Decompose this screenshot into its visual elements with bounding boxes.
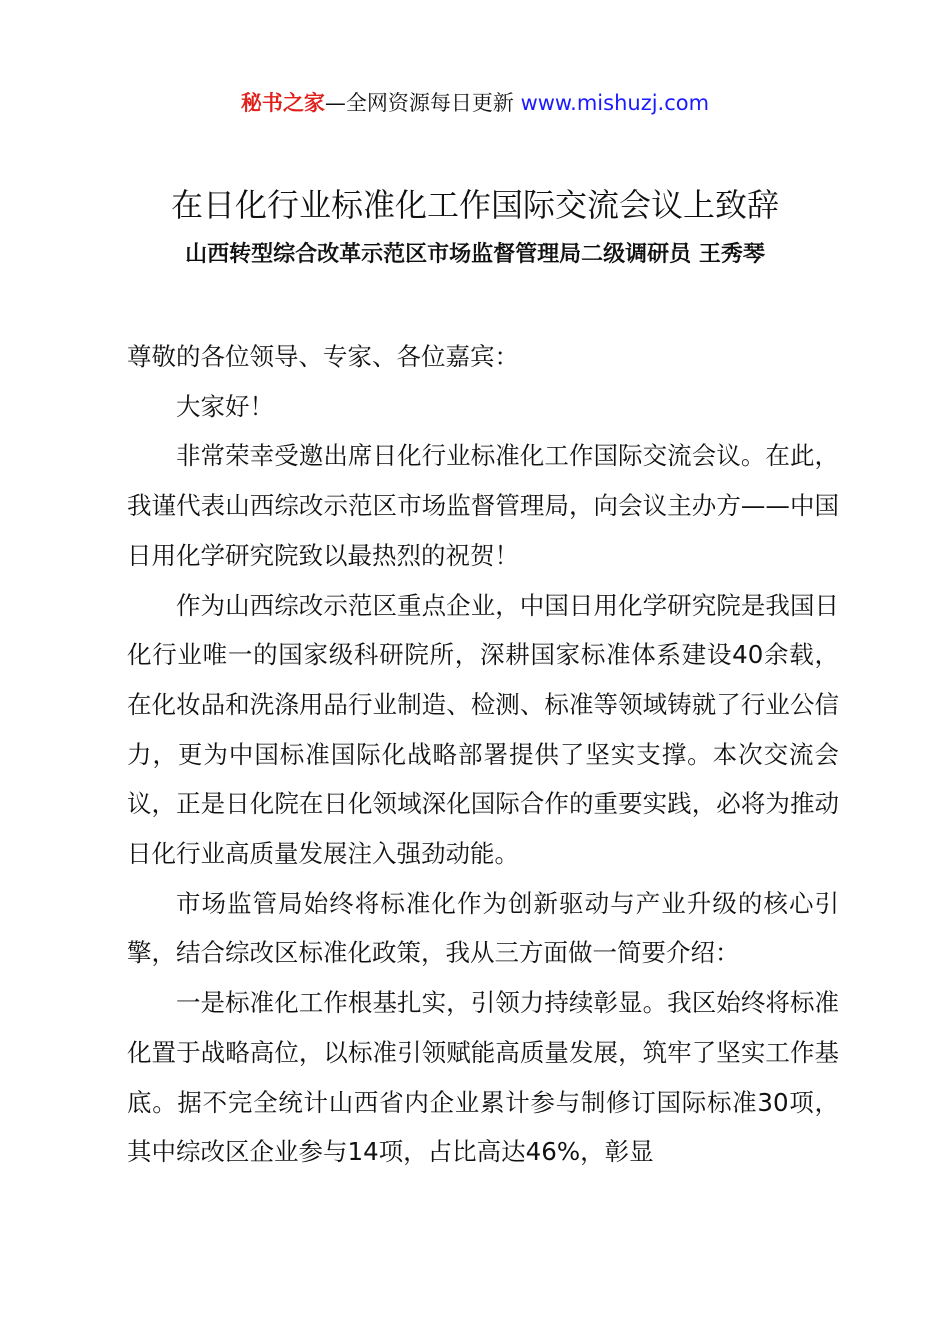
salutation: 尊敬的各位领导、专家、各位嘉宾： [127,342,519,371]
brand-name: 秘书之家 [240,91,325,115]
site-url-link[interactable]: www.mishuzj.com [520,91,710,115]
paragraph-2: 作为山西综改示范区重点企业，中国日用化学研究院是我国日化行业唯一的国家级科研院所，深耕国家标准体系建设40余载，在化妆品和洗涤用品行业制造、检测、标准等领域铸就了行业公信力，更为中国标准国际化战略部署提供了坚实支撑。本次交流会议，正是日化院在日化领域深化国际合作的重要实践，必将为推动日化行业高质量发展注入强劲动能。 [127,590,839,869]
paragraph-4: 一是标准化工作根基扎实，引领力持续彰显。我区始终将标准化置于战略高位，以标准引领赋能高质量发展，筑牢了坚实工作基底。据不完全统计山西省内企业累计参与制修订国际标准30项，其中综改区企业参与14项，占比高达46%，彰显 [127,988,839,1167]
greeting: 大家好！ [176,391,274,421]
document-body [127,332,839,1177]
paragraph-1: 非常荣幸受邀出席日化行业标准化工作国际交流会议。在此，我谨代表山西综改示范区市场监督管理局，向会议主办方——中国日用化学研究院致以最热烈的祝贺！ [127,441,839,570]
site-header [0,88,950,118]
document-title: 在日化行业标准化工作国际交流会议上致辞 [170,186,779,224]
author-line: 山西转型综合改革示范区市场监督管理局二级调研员 王秀琴 [185,242,765,267]
header-tagline: —全网资源每日更新 [324,91,514,115]
paragraph-3: 市场监管局始终将标准化作为创新驱动与产业升级的核心引擎，结合综改区标准化政策，我从三方面做一简要介绍： [127,888,839,968]
